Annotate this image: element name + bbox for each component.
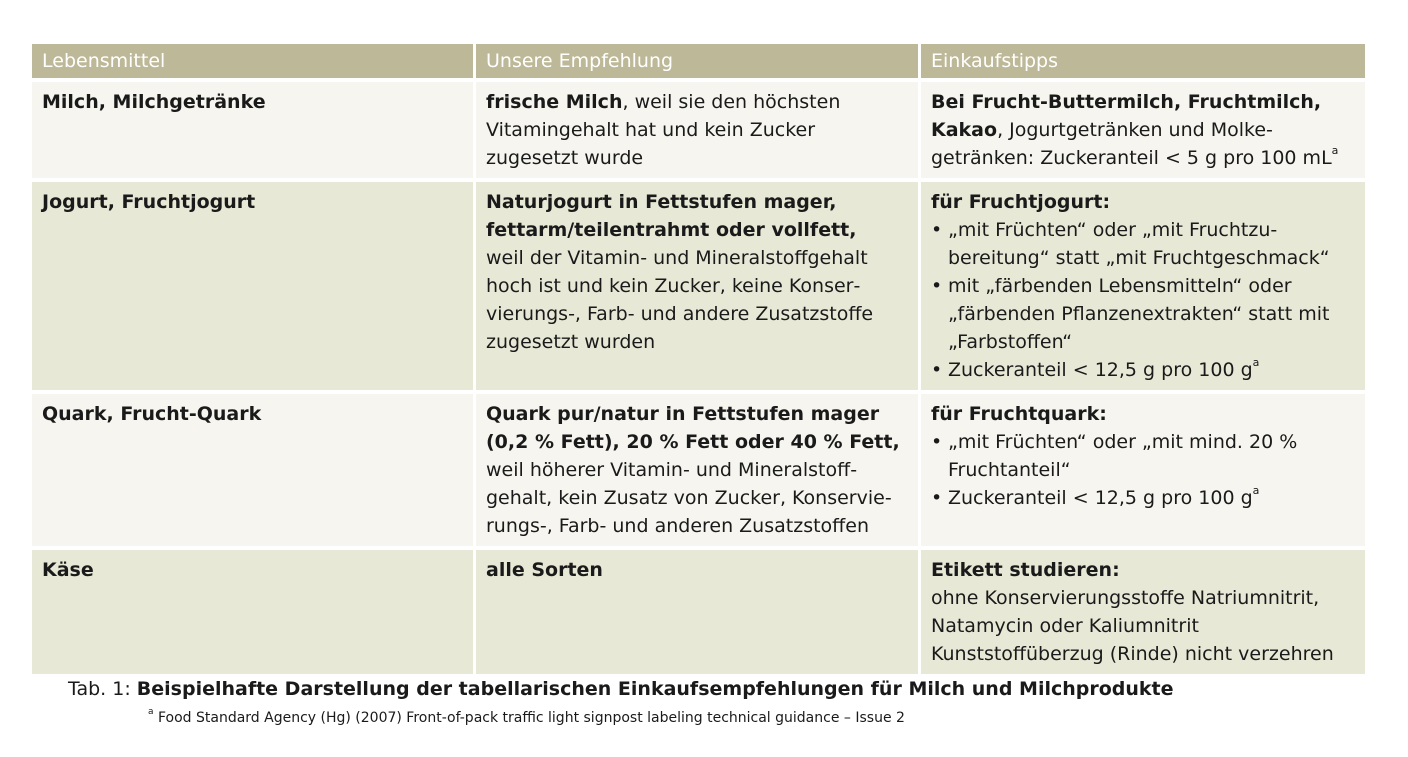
recommendation-cell bbox=[476, 82, 921, 182]
food-cell bbox=[32, 182, 476, 394]
table-row bbox=[32, 182, 1365, 394]
list-item-text: Zuckeranteil < 12,5 g pro 100 g bbox=[948, 359, 1253, 381]
list-item-text: Zuckeranteil < 12,5 g pro 100 g bbox=[948, 487, 1253, 509]
tips-cell bbox=[921, 550, 1365, 678]
table-row bbox=[32, 550, 1365, 678]
tips-heading: für Fruchtquark: bbox=[931, 403, 1107, 425]
food-name: Milch, Milchgetränke bbox=[42, 91, 266, 113]
recommendation-cell bbox=[476, 394, 921, 550]
footnote bbox=[148, 709, 905, 727]
food-name: Käse bbox=[42, 559, 94, 581]
footnote-marker: a bbox=[1252, 483, 1260, 497]
food-cell bbox=[32, 82, 476, 182]
recommendation-bold: Quark pur/natur in Fettstufen mager (0,2 % Fett), 20 % Fett oder 40 % Fett, bbox=[486, 403, 900, 453]
footnote-marker: a bbox=[148, 707, 154, 718]
list-item: • mit „färbenden Lebensmitteln“ oder „färbenden Pflanzenextrakten“ statt mit „Farbstoffen“ bbox=[931, 272, 1355, 356]
table-row bbox=[32, 82, 1365, 182]
table-row bbox=[32, 394, 1365, 550]
list-item: • „mit Früchten“ oder „mit Fruchtzubereitung“ statt „mit Fruchtgeschmack“ bbox=[931, 216, 1355, 272]
table-header-row bbox=[32, 44, 1365, 82]
caption-title: Beispielhafte Darstellung der tabellarischen Einkaufsempfehlungen für Milch und Milchprodukte bbox=[136, 678, 1174, 700]
tips-heading: für Fruchtjogurt: bbox=[931, 191, 1111, 213]
food-name: Jogurt, Fruchtjogurt bbox=[42, 191, 256, 213]
recommendation-text: weil höherer Vitamin- und Mineralstoffgehalt, kein Zusatz von Zucker, Konservierungs-, Farb- und anderen Zusatzstoffen bbox=[486, 459, 892, 537]
tips-cell bbox=[921, 182, 1365, 394]
tips-cell bbox=[921, 394, 1365, 550]
caption-prefix: Tab. 1: bbox=[68, 678, 137, 700]
tips-line: Kunststoffüberzug (Rinde) nicht verzehren bbox=[931, 643, 1334, 665]
tips-heading: Etikett studieren: bbox=[931, 559, 1120, 581]
tips-text: , Jogurtgetränken und Molkegetränken: Zuckeranteil < 5 g pro 100 mL bbox=[931, 119, 1332, 169]
footnote-marker: a bbox=[1252, 355, 1260, 369]
recommendation-bold: frische Milch bbox=[486, 91, 623, 113]
tips-line: ohne Konservierungsstoffe Natriumnitrit, bbox=[931, 587, 1320, 609]
recommendation-bold: alle Sorten bbox=[486, 559, 603, 581]
recommendation-table bbox=[32, 44, 1365, 678]
list-item bbox=[931, 356, 1355, 384]
recommendation-text: weil der Vitamin- und Mineralstoffgehalt hoch ist und kein Zucker, keine Konservierungs-, Farb- und andere Zusatzstoffe zugesetzt wurden bbox=[486, 247, 874, 353]
column-header-recommendation: Unsere Empfehlung bbox=[476, 44, 921, 82]
footnote-text: Food Standard Agency (Hg) (2007) Front-of-pack traffic light signpost labeling technical guidance – Issue 2 bbox=[153, 710, 905, 726]
column-header-tips: Einkaufstipps bbox=[921, 44, 1365, 82]
food-name: Quark, Frucht-Quark bbox=[42, 403, 262, 425]
tips-cell bbox=[921, 82, 1365, 182]
tips-list bbox=[931, 216, 1355, 384]
food-cell bbox=[32, 550, 476, 678]
footnote-marker: a bbox=[1331, 143, 1339, 157]
food-cell bbox=[32, 394, 476, 550]
recommendation-bold: Naturjogurt in Fettstufen mager, fettarm/teilentrahmt oder vollfett, bbox=[486, 191, 857, 241]
table-caption bbox=[68, 676, 1174, 702]
recommendation-cell bbox=[476, 550, 921, 678]
tips-line: Natamycin oder Kaliumnitrit bbox=[931, 615, 1199, 637]
column-header-food: Lebensmittel bbox=[32, 44, 476, 82]
list-item: • „mit Früchten“ oder „mit mind. 20 % Fruchtanteil“ bbox=[931, 428, 1355, 484]
tips-bold: Bei Frucht-Buttermilch, Fruchtmilch, Kakao bbox=[931, 91, 1322, 141]
recommendation-text: , weil sie den höchsten Vitamingehalt hat und kein Zucker zugesetzt wurde bbox=[486, 91, 841, 169]
list-item bbox=[931, 484, 1355, 512]
recommendation-cell bbox=[476, 182, 921, 394]
tips-list bbox=[931, 428, 1355, 512]
